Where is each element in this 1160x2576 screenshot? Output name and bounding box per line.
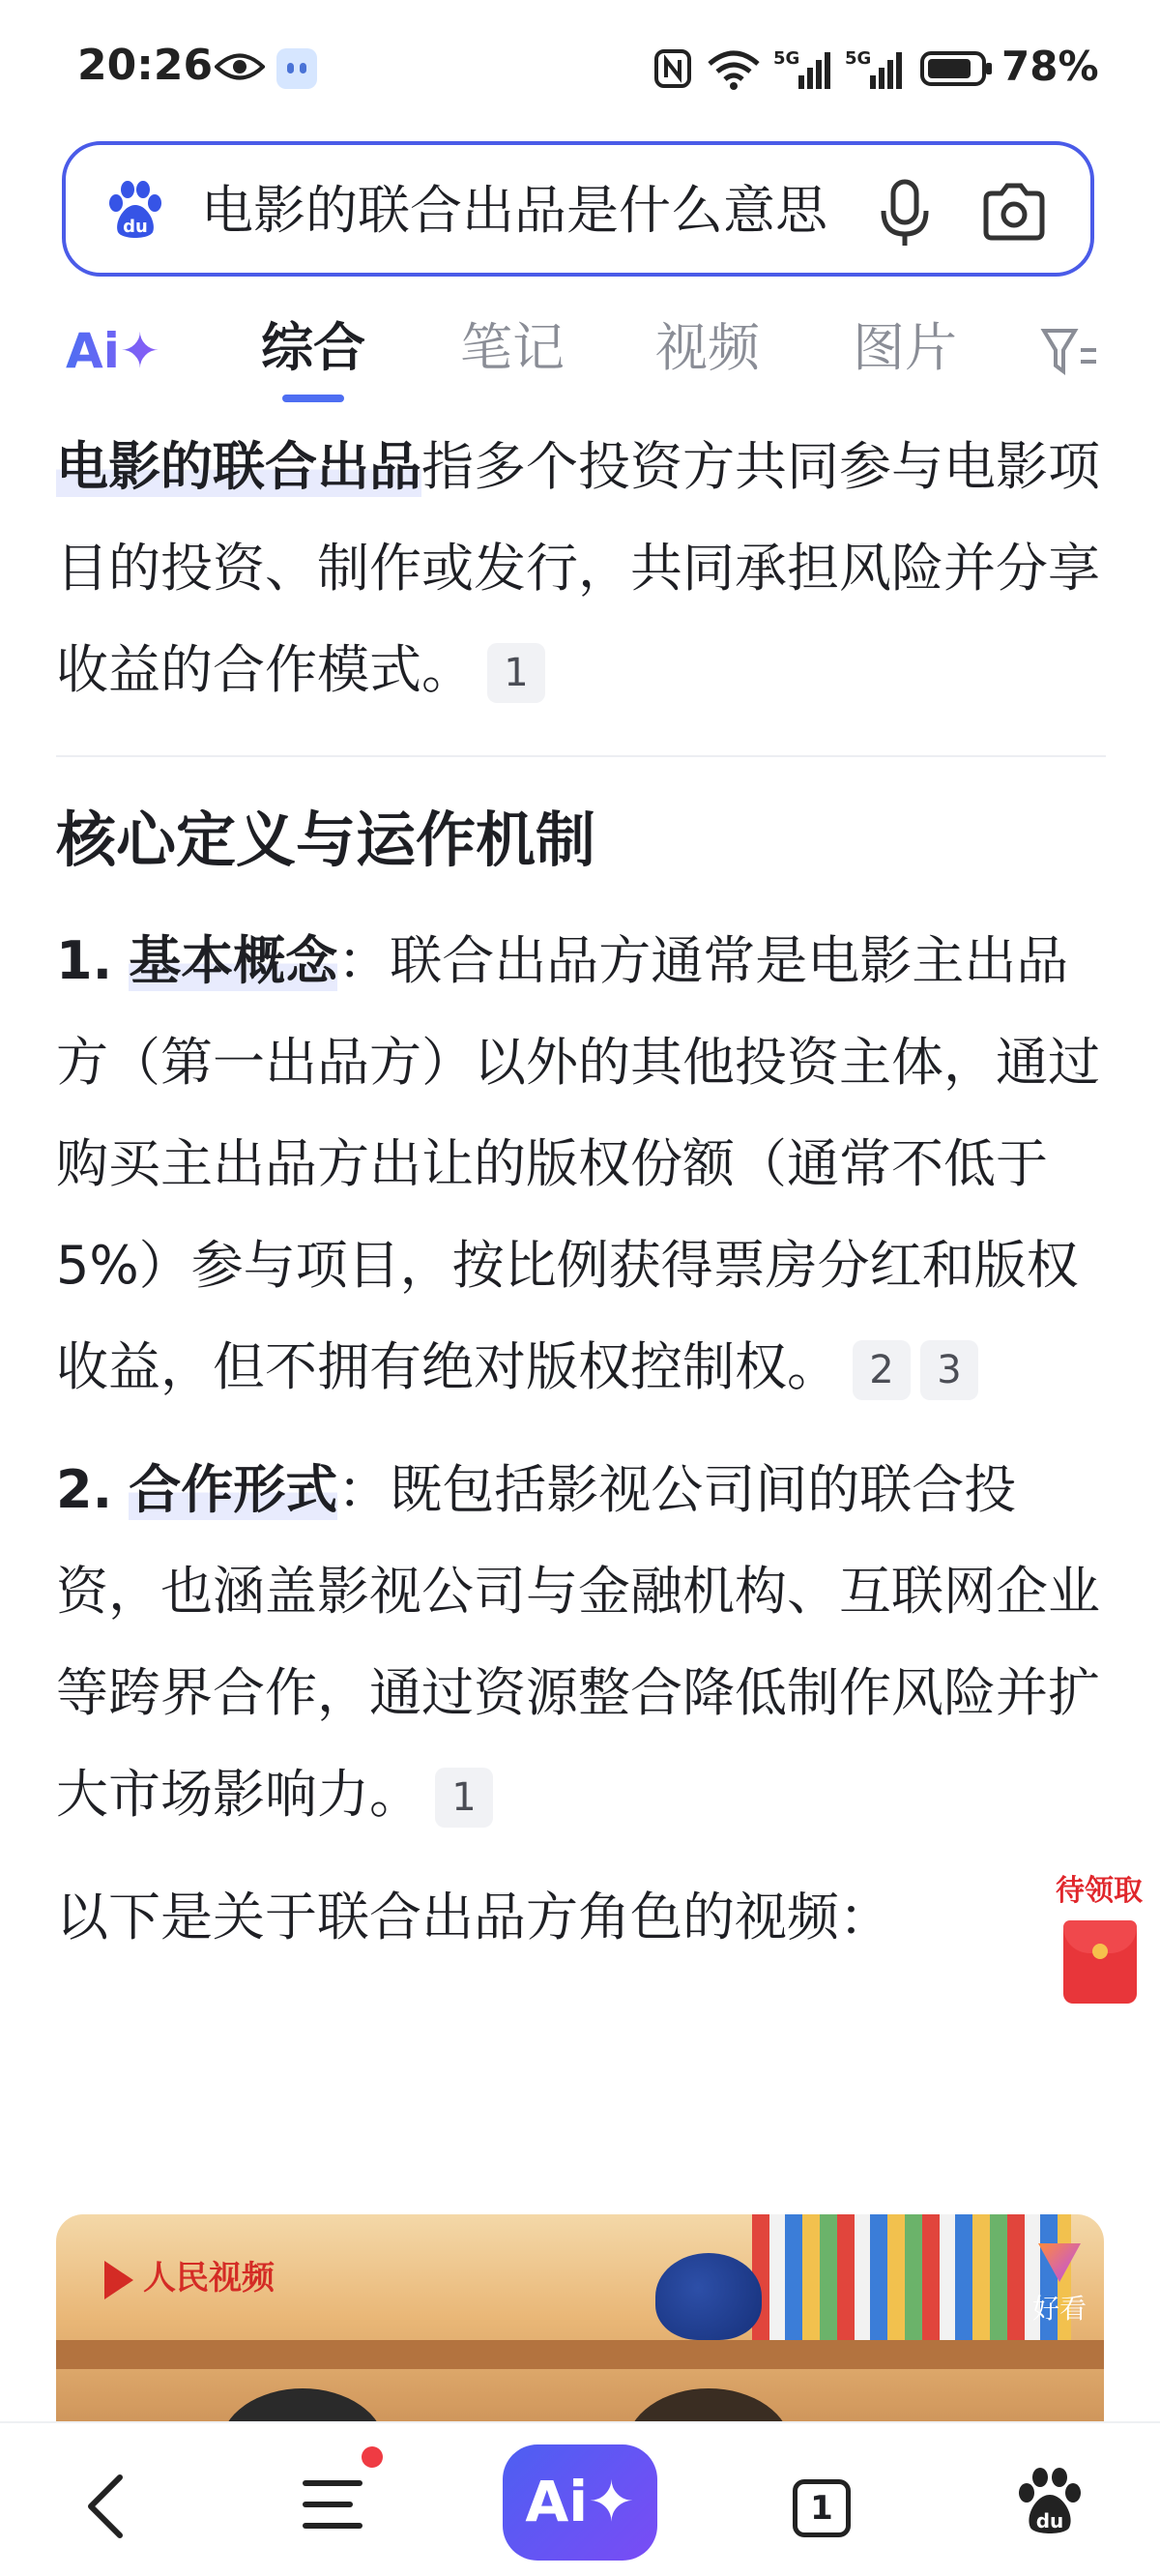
tab-notes[interactable]: 笔记 xyxy=(460,317,565,378)
video-card[interactable] xyxy=(56,2214,1104,2446)
cellular-signal-icon xyxy=(773,46,833,91)
haokan-icon xyxy=(1038,2243,1081,2282)
ai-button-label: Ai✦ xyxy=(525,2469,635,2534)
item-text: ：联合出品方通常是电影主出品方（第一出品方）以外的其他投资主体，通过购买主出品方出让的版权份额（通常不低于5%）参与项目，按比例获得票房分红和版权收益，但不拥有绝对版权控制权。 xyxy=(56,930,1100,1397)
list-item xyxy=(56,1439,1106,1845)
nfc-icon xyxy=(653,48,692,89)
microphone-icon[interactable] xyxy=(878,178,932,248)
active-tab-indicator xyxy=(282,395,344,402)
item-text: ：既包括影视公司间的联合投资，也涵盖影视公司与金融机构、互联网企业等跨界合作，通过资源整合降低制作风险并扩大市场影响力。 xyxy=(56,1459,1100,1825)
citation-badge[interactable]: 1 xyxy=(435,1768,493,1828)
signal-label-2: 5G xyxy=(845,48,872,69)
battery-percentage: 78% xyxy=(1001,43,1099,90)
item-term: 合作形式 xyxy=(129,1459,338,1520)
clock: 20:26 xyxy=(77,41,214,90)
divider xyxy=(56,755,1106,757)
search-tabs xyxy=(0,300,1160,406)
play-icon xyxy=(104,2261,133,2299)
vase-decoration xyxy=(655,2253,762,2340)
battery-icon xyxy=(920,50,994,87)
intro-text: 指多个投资方共同参与电影项目的投资、制作或发行，共同承担风险并分享收益的合作模式。 xyxy=(56,436,1100,700)
video-source-logo xyxy=(104,2251,275,2299)
item-number: 1. xyxy=(56,930,113,991)
baidu-logo-icon xyxy=(104,180,166,242)
search-bar[interactable] xyxy=(62,141,1094,277)
tab-videos[interactable]: 视频 xyxy=(655,317,760,378)
citation-badge[interactable]: 3 xyxy=(920,1340,978,1400)
tab-images[interactable]: 图片 xyxy=(853,317,957,378)
red-packet-label[interactable]: 待领取 xyxy=(1056,1874,1143,1908)
signal-label: 5G xyxy=(773,48,800,69)
tab-switcher-button[interactable]: 1 xyxy=(793,2479,851,2537)
item-term: 基本概念 xyxy=(129,930,338,991)
intro-keyword: 电影的联合出品 xyxy=(56,436,421,497)
video-intro: 以下是关于联合出品方角色的视频： xyxy=(56,1887,891,1947)
wifi-icon xyxy=(706,48,762,91)
eye-icon xyxy=(215,50,265,83)
svg-text:du: du xyxy=(123,217,148,237)
intro-paragraph xyxy=(56,416,1106,720)
tab-ai-label: Ai✦ xyxy=(66,323,160,379)
video-source-label: 人民视频 xyxy=(143,2259,275,2298)
search-input[interactable]: 电影的联合出品是什么意思 xyxy=(201,180,827,241)
list-item xyxy=(56,910,1106,1418)
section-title: 核心定义与运作机制 xyxy=(56,805,596,875)
notification-dot xyxy=(362,2446,383,2468)
baidu-home-icon[interactable] xyxy=(1015,2466,1085,2539)
red-envelope-icon[interactable] xyxy=(1063,1920,1137,2004)
camera-icon[interactable] xyxy=(980,182,1048,242)
tab-ai[interactable] xyxy=(66,319,174,381)
cellular-signal-icon-2 xyxy=(845,46,905,91)
item-number: 2. xyxy=(56,1459,113,1520)
svg-text:du: du xyxy=(1035,2509,1064,2532)
filter-icon[interactable] xyxy=(1040,325,1098,379)
ai-assistant-button[interactable] xyxy=(503,2444,657,2561)
back-arrow-icon[interactable] xyxy=(77,2470,135,2543)
menu-icon[interactable] xyxy=(300,2475,371,2535)
haokan-label: 好看 xyxy=(1031,2293,1087,2325)
shelf xyxy=(56,2340,1104,2369)
bottom-navigation xyxy=(0,2421,1160,2576)
citation-badge[interactable]: 1 xyxy=(487,643,545,703)
status-bar xyxy=(0,0,1160,135)
haokan-logo xyxy=(1021,2243,1098,2327)
assistant-icon xyxy=(276,48,317,89)
tab-comprehensive[interactable]: 综合 xyxy=(261,317,365,378)
citation-badge[interactable]: 2 xyxy=(853,1340,911,1400)
ai-answer xyxy=(56,416,1106,1968)
